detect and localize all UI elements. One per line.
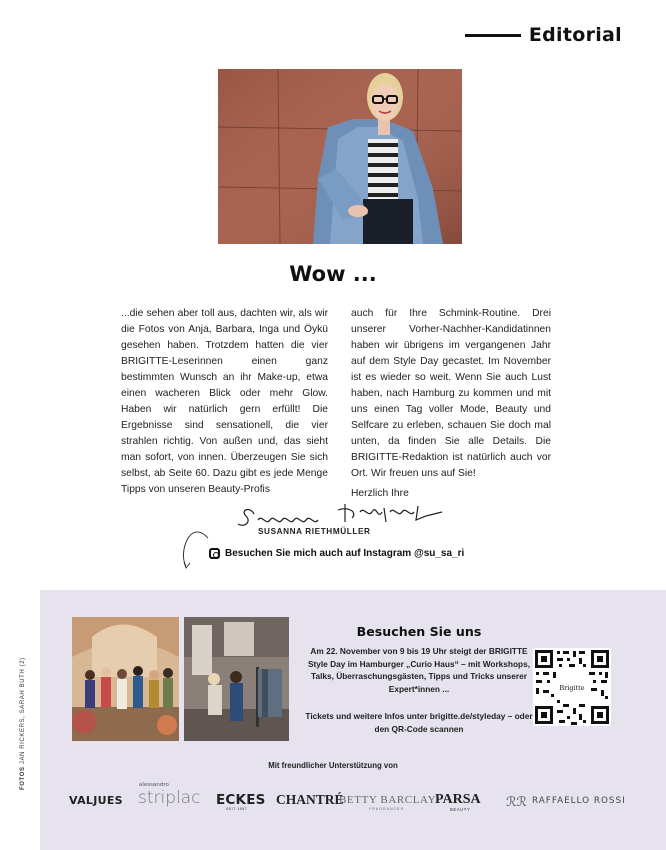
sponsor-logo: VALJUES (69, 794, 123, 807)
sponsor-logo-sub: FRAGRANCES (369, 807, 404, 811)
sponsor-logo: striplac (138, 788, 201, 808)
portrait-illustration (218, 69, 462, 244)
article-paragraph: auch für Ihre Schmink-Routine. Drei unserer Vorher-Nachher-Kandidatinnen haben wir übrigens im vergangenen Jahr auf dem Style Day gecastet. Im November ist es wieder so weit. Wenn Sie auch Lust haben, nach Hamburg zu kommen und mit uns einen Tag voller Mode, Beauty und Selfcare zu erleben, schauen Sie doch mal unten, da finden Sie alle Details. Die BRIGITTE-Redaktion ist natürlich auch vor Ort. Wir freuen uns auf Sie! (351, 308, 551, 479)
event-photo-crowd (72, 617, 179, 741)
sponsor-logo: PARSA (435, 792, 481, 807)
section-title: Editorial (528, 24, 622, 46)
instagram-line (209, 548, 464, 559)
event-photo-fashion (184, 617, 289, 741)
article-column-right (351, 306, 551, 502)
photo-credit (20, 657, 26, 790)
editor-portrait-photo (218, 69, 462, 244)
rr-monogram-icon: ℛℛ (506, 794, 527, 809)
qr-code-graphic (533, 648, 611, 726)
handwritten-signature (180, 498, 480, 578)
sponsor-logo: BETTY BARCLAY (339, 794, 437, 806)
header-rule (465, 34, 521, 37)
promo-tickets: Tickets und weitere Infos unter brigitte.de/styleday – oder den QR-Code scannen (305, 711, 533, 734)
support-label: Mit freundlicher Unterstützung von (268, 761, 398, 770)
promo-title: Besuchen Sie uns (356, 624, 482, 639)
promo-body: Am 22. November von 9 bis 19 Uhr steigt der BRIGITTE Style Day im Hamburger „Curio Haus“ – mit Workshops, Talks, Überraschungsgästen, Tipps und Tricks unserer Expert*innen ... (307, 646, 531, 694)
instagram-text: Besuchen Sie mich auch auf Instagram @su_sa_ri (225, 548, 465, 559)
section-header (465, 24, 622, 46)
qr-code[interactable] (533, 648, 611, 726)
article-column-left (121, 306, 328, 498)
article-paragraph: ...die sehen aber toll aus, dachten wir, als wir die Fotos von Anja, Barbara, Inga und Öykü gesehen haben. Trotzdem hatten die vier BRIGITTE-Leserinnen einen ganz bestimmten Wunsch an ihr Make-up, etwa einen wacheren Blick oder mehr Glow. Haben wir natürlich gern erfüllt! Die Ergebnisse sind sensationell, die vier strahlen richtig. Von außen und, das sieht man sofort, von innen. Überzeugen Sie sich selbst, ab Seite 60. Dazu gibt es jede Menge Tipps von unseren Beauty-Profis (121, 308, 328, 495)
sponsor-logo-sub: BEAUTY (450, 807, 471, 812)
event-crowd-illustration (72, 617, 179, 741)
instagram-icon (209, 548, 220, 559)
sponsor-logo: ECKES (216, 792, 266, 808)
sponsor-logos (66, 784, 626, 818)
signature-area (180, 498, 480, 578)
article-headline: Wow ... (289, 262, 377, 286)
signatory-name: SUSANNA RIETHMÜLLER (258, 527, 371, 536)
sponsor-logo-sub: SEIT 1857 (226, 807, 247, 811)
photo-credit-text: JAN RICKERS, SARAH BUTH (2) (20, 657, 26, 765)
closing-line: Herzlich Ihre (351, 488, 409, 499)
event-fashion-illustration (184, 617, 289, 741)
sponsor-logo: RAFFAELLO ROSSI (532, 796, 626, 806)
photo-credit-label: FOTOS (20, 766, 26, 790)
qr-label: Brigitte (559, 684, 585, 692)
sponsor-logo-sub: alessandro (139, 782, 169, 788)
sponsor-logo: CHANTRÉ (276, 792, 344, 807)
